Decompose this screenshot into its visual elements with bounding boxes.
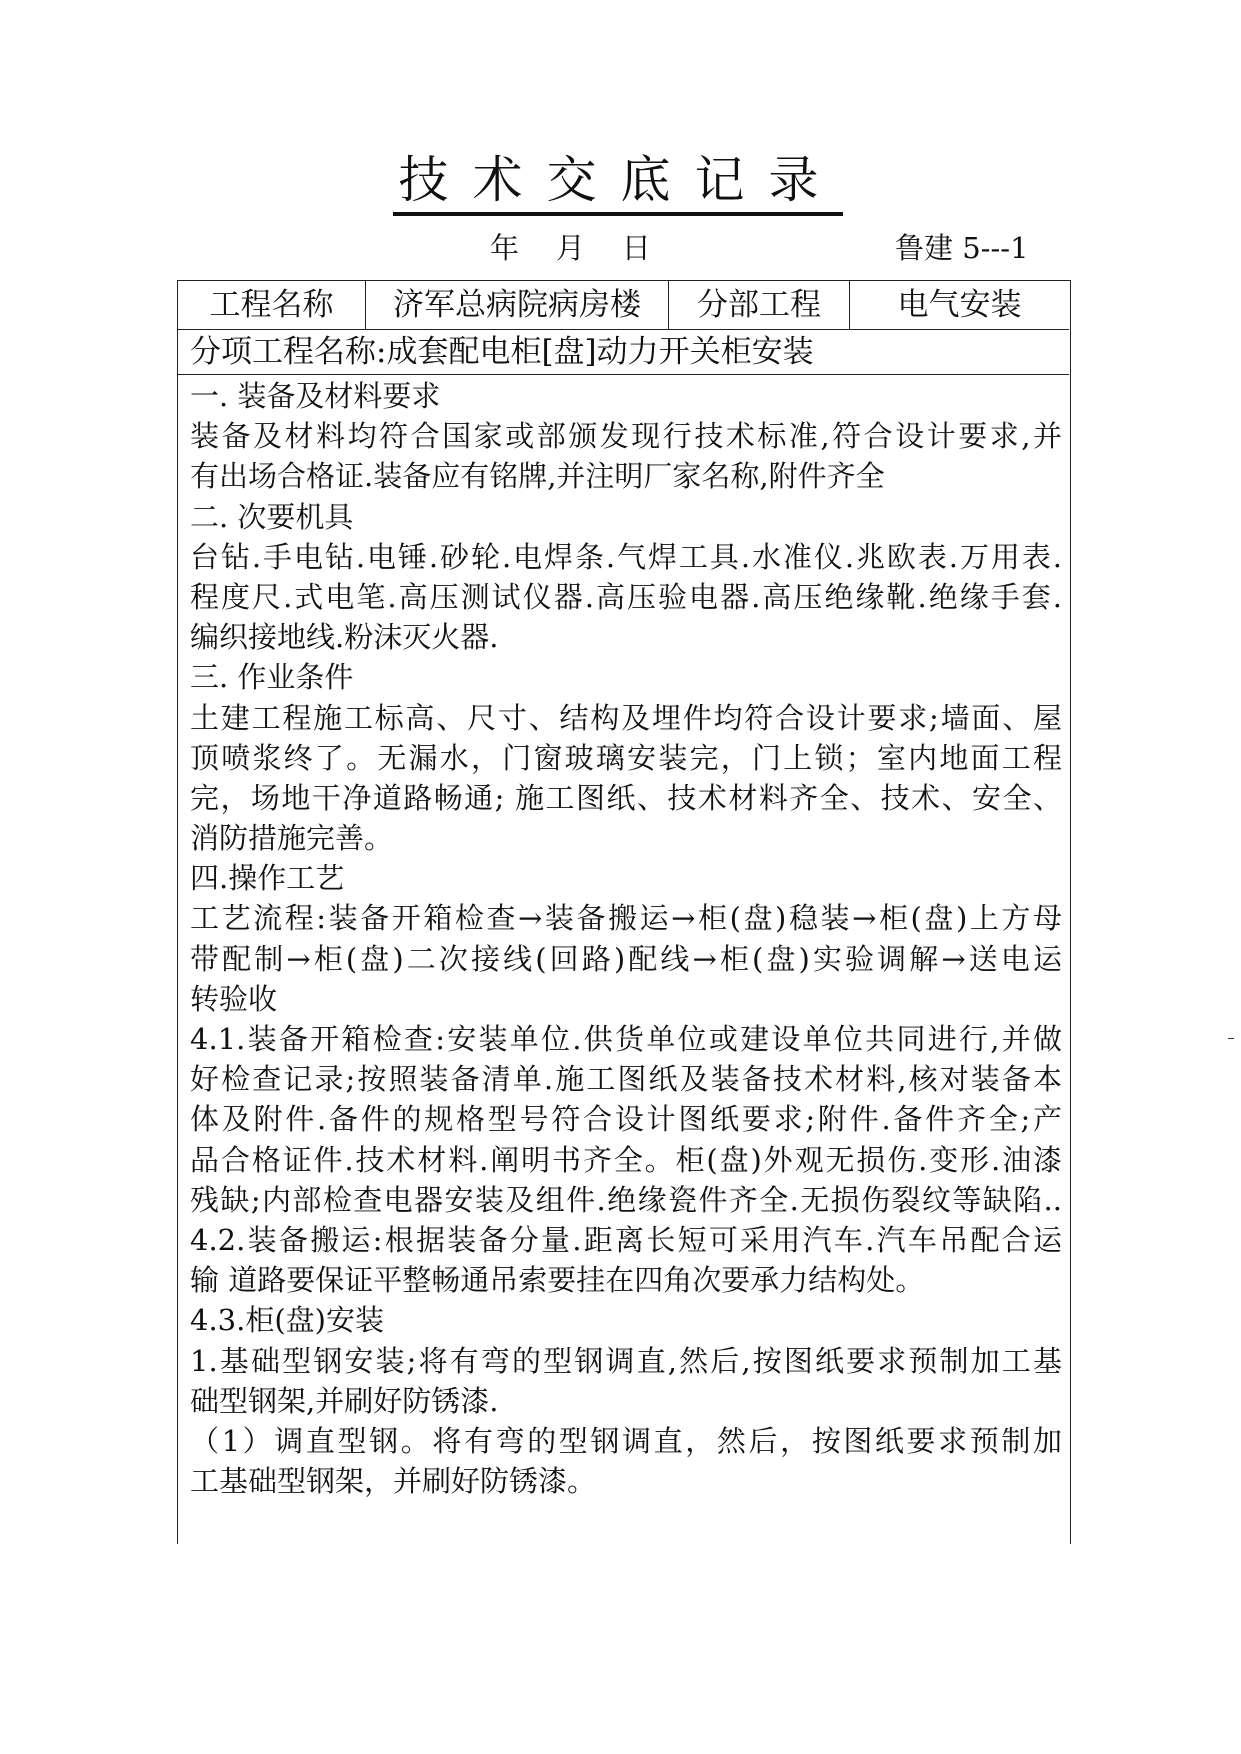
section-heading: 四.操作工艺 bbox=[190, 861, 345, 896]
section-heading: 三. 作业条件 bbox=[190, 660, 354, 695]
content-line: 残缺;内部检查电器安装及组件.绝缘瓷件齐全.无损伤裂纹等缺陷.. bbox=[190, 1182, 1062, 1217]
content-line: 输 道路要保证平整畅通吊索要挂在四角次要承力结构处。 bbox=[190, 1263, 925, 1298]
subitem-name: 分项工程名称:成套配电柜[盘]动力开关柜安装 bbox=[178, 329, 1069, 375]
content-line: 消防措施完善。 bbox=[190, 821, 394, 856]
content-line: 完，场地干净道路畅通; 施工图纸、技术材料齐全、技术、安全、 bbox=[190, 780, 1062, 815]
content-line: 装备及材料均符合国家或部颁发现行技术标准,符合设计要求,并 bbox=[190, 419, 1062, 454]
document-title: 技术交底记录 bbox=[398, 151, 843, 209]
disclosure-content bbox=[190, 376, 1062, 1501]
content-line: 品合格证件.技术材料.阐明书齐全。柜(盘)外观无损伤.变形.油漆 bbox=[190, 1142, 1062, 1177]
section-heading: 一. 装备及材料要求 bbox=[190, 379, 441, 413]
content-line: 编织接地线.粉沫灭火器. bbox=[190, 620, 499, 655]
project-name-value: 济军总病院病房楼 bbox=[366, 281, 669, 329]
content-line: 转验收 bbox=[190, 981, 278, 1016]
content-line: 体及附件.备件的规格型号符合设计图纸要求;附件.备件齐全;产 bbox=[190, 1102, 1062, 1137]
content-line: 1.基础型钢安装;将有弯的型钢调直,然后,按图纸要求预制加工基 bbox=[190, 1343, 1062, 1378]
content-line: 工基础型钢架，并刷好防锈漆。 bbox=[190, 1464, 597, 1499]
division-value: 电气安装 bbox=[897, 287, 1022, 323]
content-line: 有出场合格证.装备应有铭牌,并注明厂家名称,附件齐全 bbox=[190, 459, 885, 494]
margin-mark bbox=[1228, 1038, 1234, 1039]
content-line: 台钻.手电钻.电锤.砂轮.电焊条.气焊工具.水准仪.兆欧表.万用表. bbox=[190, 539, 1062, 574]
date-line: 年 月 日 bbox=[490, 231, 651, 265]
content-line: 础型钢架,并刷好防锈漆. bbox=[190, 1383, 499, 1418]
content-line: 带配制→柜(盘)二次接线(回路)配线→柜(盘)实验调解→送电运 bbox=[190, 941, 1062, 976]
content-line: 4.2.装备搬运:根据装备分量.距离长短可采用汽车.汽车吊配合运 bbox=[190, 1222, 1062, 1257]
section-heading: 二. 次要机具 bbox=[190, 499, 354, 534]
content-line: （1）调直型钢。将有弯的型钢调直，然后，按图纸要求预制加 bbox=[190, 1423, 1062, 1458]
document-code: 鲁建 5---1 bbox=[895, 231, 1029, 265]
division-label: 分部工程 bbox=[669, 281, 850, 329]
title-underline bbox=[393, 212, 843, 216]
project-name-label: 工程名称 bbox=[178, 281, 366, 329]
content-line: 好检查记录;按照装备清单.施工图纸及装备技术材料,核对装备本 bbox=[190, 1062, 1062, 1097]
content-line: 程度尺.式电笔.高压测试仪器.高压验电器.高压绝缘靴.绝缘手套. bbox=[190, 579, 1062, 614]
content-line: 工艺流程:装备开箱检查→装备搬运→柜(盘)稳装→柜(盘)上方母 bbox=[190, 901, 1062, 936]
content-line: 4.1.装备开箱检查:安装单位.供货单位或建设单位共同进行,并做 bbox=[190, 1022, 1062, 1056]
content-line: 顶喷浆终了。无漏水，门窗玻璃安装完，门上锁；室内地面工程 bbox=[190, 740, 1062, 775]
info-row bbox=[178, 281, 1069, 330]
record-table bbox=[177, 280, 1071, 1544]
content-line: 土建工程施工标高、尺寸、结构及埋件均符合设计要求;墙面、屋 bbox=[190, 700, 1062, 735]
section-heading: 4.3.柜(盘)安装 bbox=[190, 1303, 384, 1338]
